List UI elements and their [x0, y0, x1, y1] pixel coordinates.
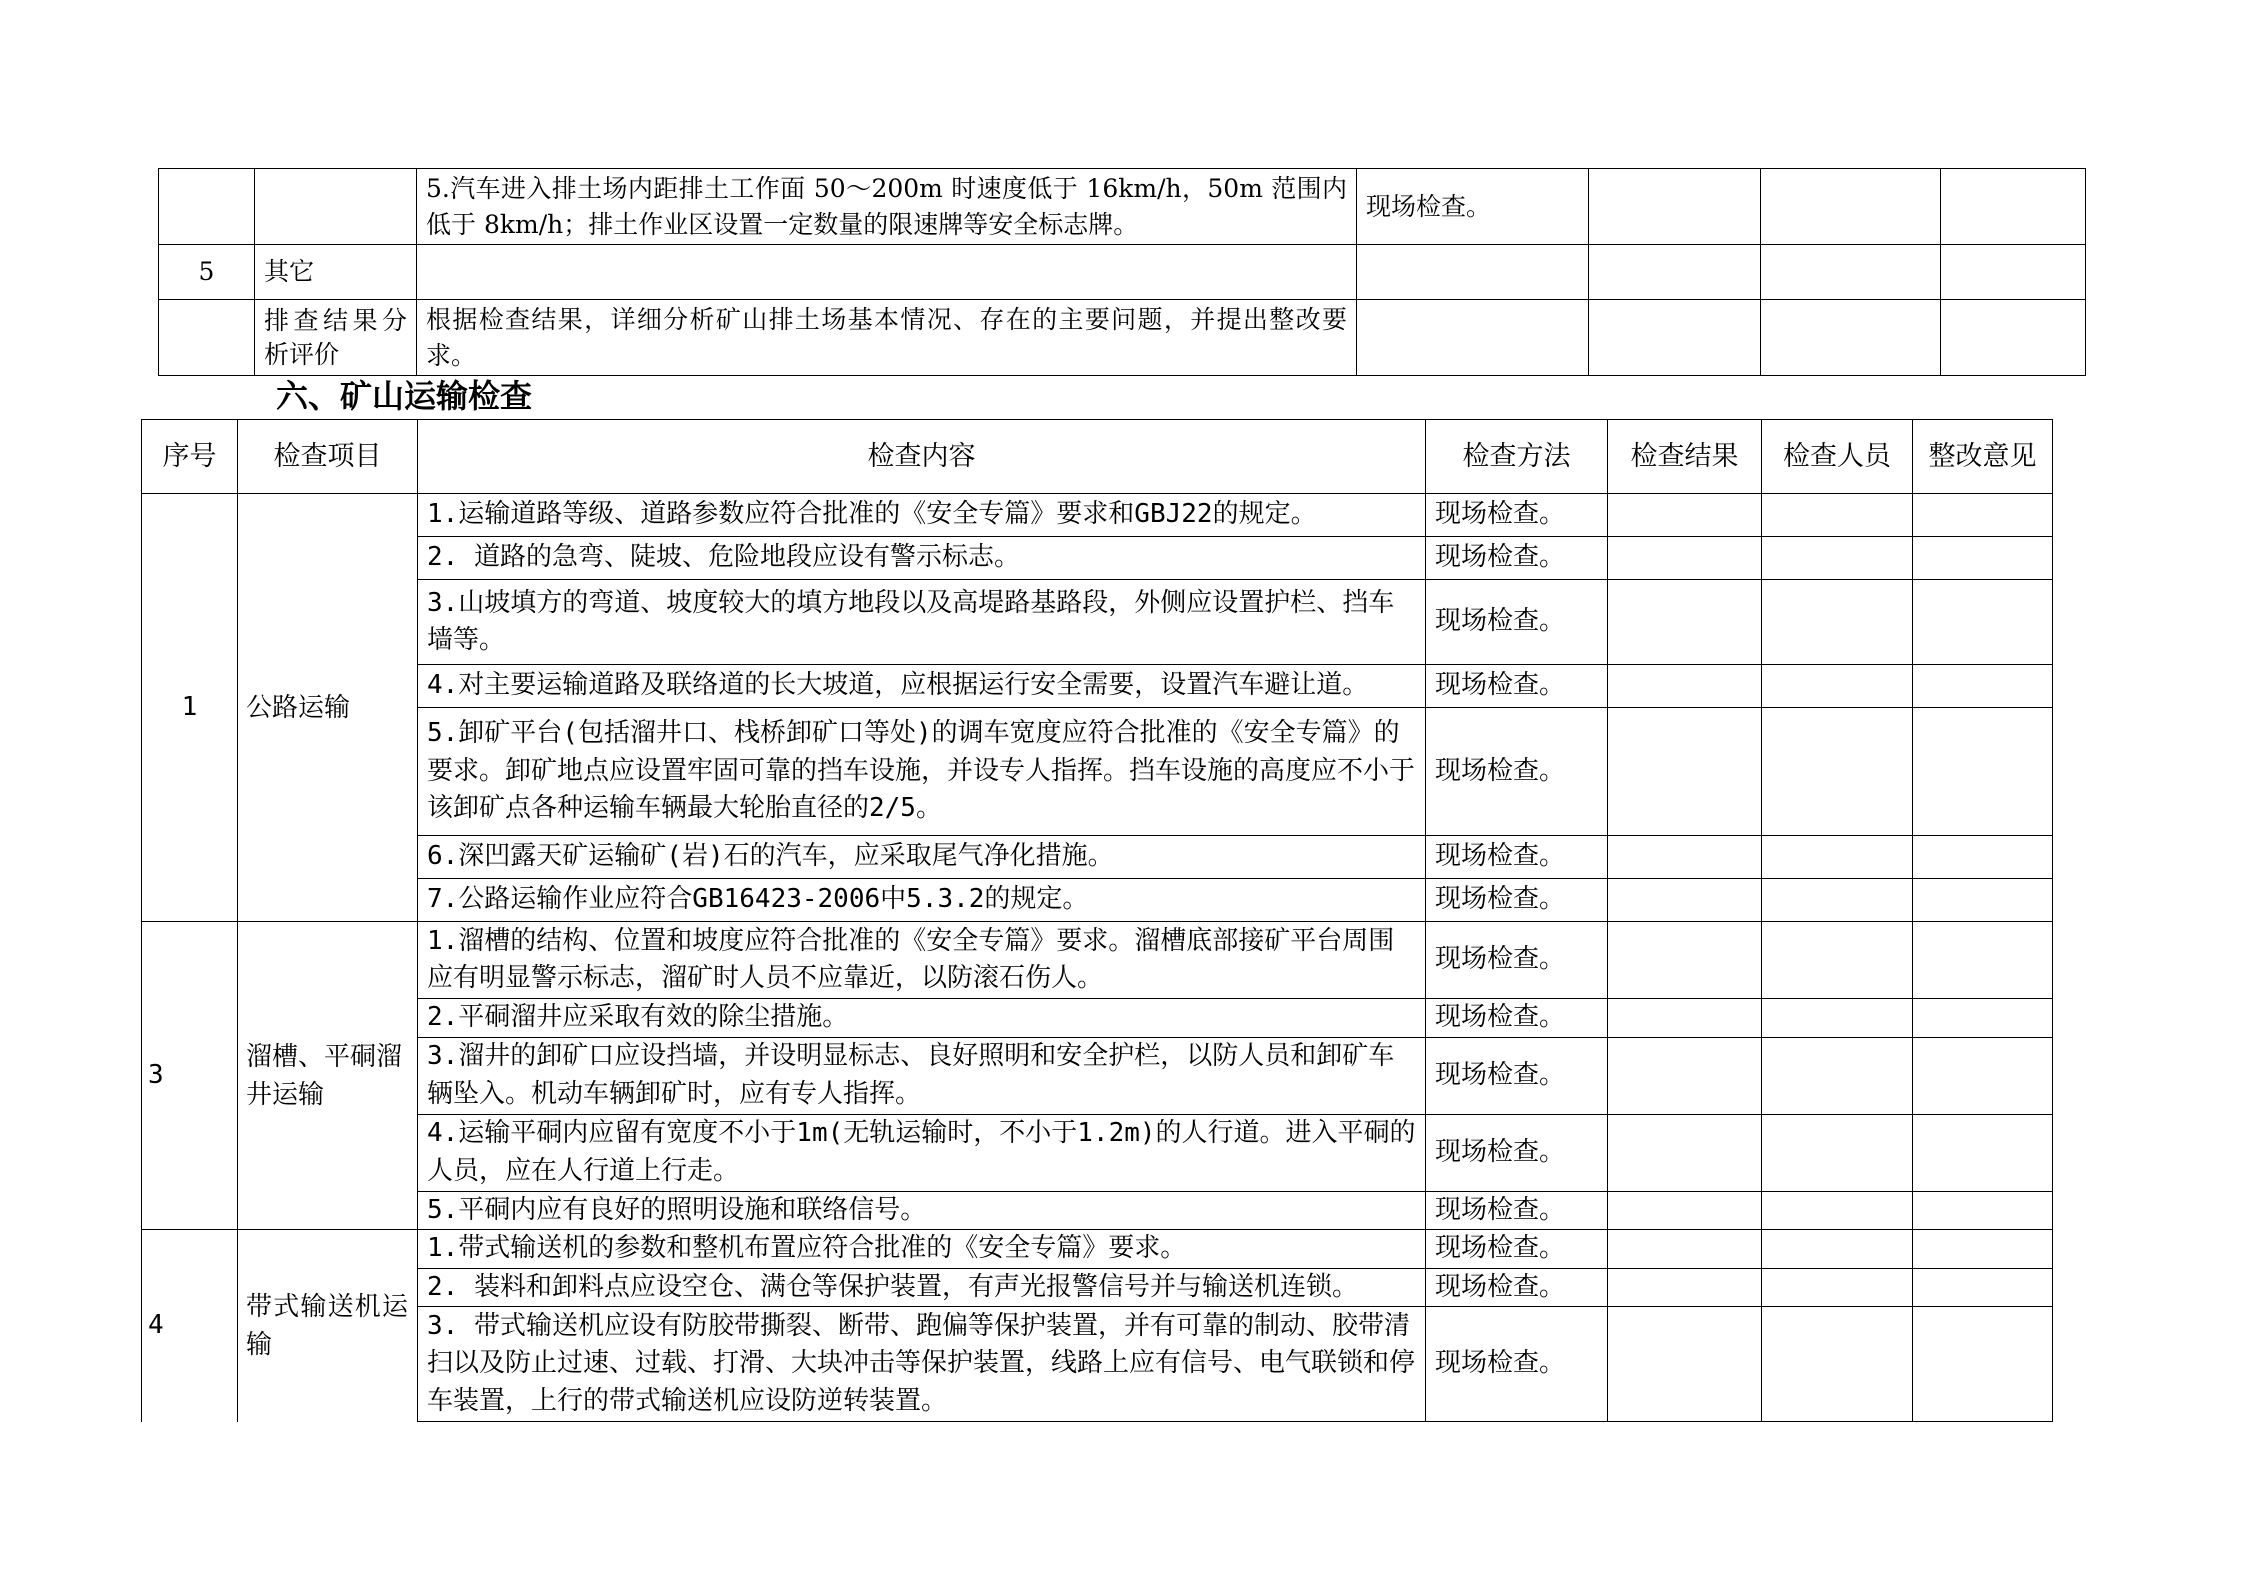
inspector-cell [1762, 580, 1913, 665]
inspector-cell [1762, 1114, 1913, 1191]
content-cell: 3.山坡填方的弯道、坡度较大的填方地段以及高堤路基路段，外侧应设置护栏、挡车墙等。 [418, 580, 1426, 665]
table-row [159, 169, 2086, 245]
inspector-cell [1762, 1230, 1913, 1269]
content-cell: 1.溜槽的结构、位置和坡度应符合批准的《安全专篇》要求。溜槽底部接矿平台周围应有明显警示标志，溜矿时人员不应靠近，以防滚石伤人。 [418, 922, 1426, 999]
content-cell: 6.深凹露天矿运输矿(岩)石的汽车，应采取尾气净化措施。 [418, 836, 1426, 879]
opinion-cell [1913, 879, 2053, 922]
method-cell: 现场检查。 [1426, 1114, 1608, 1191]
result-cell [1589, 169, 1761, 245]
waste-dump-check-table-continued [158, 168, 2086, 376]
content-cell: 5.汽车进入排土场内距排土工作面 50～200m 时速度低于 16km/h，50m 范围内低于 8km/h；排土作业区设置一定数量的限速牌等安全标志牌。 [417, 169, 1357, 245]
table-row [142, 665, 2053, 708]
result-cell [1608, 580, 1762, 665]
content-cell: 3. 带式输送机应设有防胶带撕裂、断带、跑偏等保护装置，并有可靠的制动、胶带清扫以及防止过速、过载、打滑、大块冲击等保护装置，线路上应有信号、电气联锁和停车装置，上行的带式输送机应设防逆转装置。 [418, 1307, 1426, 1422]
inspector-cell [1761, 300, 1941, 376]
section-title: 六、矿山运输检查 [276, 377, 533, 415]
table-row [142, 1114, 2053, 1191]
header-inspector: 检查人员 [1762, 420, 1913, 494]
opinion-cell [1913, 1230, 2053, 1269]
inspector-cell [1762, 1037, 1913, 1114]
method-cell: 现场检查。 [1426, 494, 1608, 537]
inspector-cell [1762, 1268, 1913, 1307]
content-cell [417, 245, 1357, 300]
inspector-cell [1762, 836, 1913, 879]
result-cell [1608, 999, 1762, 1038]
table-row [142, 708, 2053, 836]
inspector-cell [1762, 879, 1913, 922]
opinion-cell [1913, 494, 2053, 537]
result-cell [1608, 1268, 1762, 1307]
header-opinion: 整改意见 [1913, 420, 2053, 494]
opinion-cell [1913, 537, 2053, 580]
table-row [142, 836, 2053, 879]
table-row [142, 999, 2053, 1038]
method-cell: 现场检查。 [1426, 1230, 1608, 1269]
inspector-cell [1761, 169, 1941, 245]
group-seq-cell: 1 [142, 494, 238, 922]
result-cell [1608, 1114, 1762, 1191]
group-item-cell: 带式输送机运输 [238, 1230, 418, 1422]
mine-transport-check-table [141, 419, 2053, 1422]
opinion-cell [1913, 708, 2053, 836]
seq-cell [159, 300, 255, 376]
header-result: 检查结果 [1608, 420, 1762, 494]
item-cell: 排查结果分析评价 [255, 300, 417, 376]
opinion-cell [1913, 1191, 2053, 1230]
result-cell [1589, 245, 1761, 300]
group-item-cell: 溜槽、平硐溜井运输 [238, 922, 418, 1230]
item-cell [255, 169, 417, 245]
result-cell [1608, 922, 1762, 999]
result-cell [1608, 1037, 1762, 1114]
result-cell [1608, 494, 1762, 537]
table-row [142, 1268, 2053, 1307]
result-cell [1608, 537, 1762, 580]
opinion-cell [1913, 836, 2053, 879]
group-seq-cell: 3 [142, 922, 238, 1230]
table-row [142, 1230, 2053, 1269]
opinion-cell [1913, 922, 2053, 999]
method-cell [1357, 300, 1589, 376]
opinion-cell [1913, 580, 2053, 665]
group-item-cell: 公路运输 [238, 494, 418, 922]
content-cell: 根据检查结果，详细分析矿山排土场基本情况、存在的主要问题，并提出整改要求。 [417, 300, 1357, 376]
method-cell: 现场检查。 [1426, 922, 1608, 999]
header-seq: 序号 [142, 420, 238, 494]
content-cell: 7.公路运输作业应符合GB16423-2006中5.3.2的规定。 [418, 879, 1426, 922]
content-cell: 1.运输道路等级、道路参数应符合批准的《安全专篇》要求和GBJ22的规定。 [418, 494, 1426, 537]
content-cell: 4.运输平硐内应留有宽度不小于1m(无轨运输时，不小于1.2m)的人行道。进入平硐的人员，应在人行道上行走。 [418, 1114, 1426, 1191]
inspector-cell [1762, 1307, 1913, 1422]
method-cell: 现场检查。 [1426, 999, 1608, 1038]
inspector-cell [1762, 922, 1913, 999]
content-cell: 5.卸矿平台(包括溜井口、栈桥卸矿口等处)的调车宽度应符合批准的《安全专篇》的要求。卸矿地点应设置牢固可靠的挡车设施，并设专人指挥。挡车设施的高度应不小于该卸矿点各种运输车辆最大轮胎直径的2/5。 [418, 708, 1426, 836]
method-cell: 现场检查。 [1426, 836, 1608, 879]
method-cell: 现场检查。 [1426, 879, 1608, 922]
table-row [142, 1307, 2053, 1422]
method-cell: 现场检查。 [1426, 1307, 1608, 1422]
result-cell [1608, 1191, 1762, 1230]
method-cell: 现场检查。 [1426, 1191, 1608, 1230]
inspector-cell [1762, 537, 1913, 580]
opinion-cell [1913, 665, 2053, 708]
result-cell [1608, 708, 1762, 836]
header-item: 检查项目 [238, 420, 418, 494]
header-content: 检查内容 [418, 420, 1426, 494]
seq-cell [159, 169, 255, 245]
opinion-cell [1913, 1307, 2053, 1422]
content-cell: 5.平硐内应有良好的照明设施和联络信号。 [418, 1191, 1426, 1230]
inspector-cell [1762, 1191, 1913, 1230]
opinion-cell [1941, 245, 2086, 300]
inspector-cell [1762, 708, 1913, 836]
content-cell: 2. 装料和卸料点应设空仓、满仓等保护装置，有声光报警信号并与输送机连锁。 [418, 1268, 1426, 1307]
method-cell: 现场检查。 [1357, 169, 1589, 245]
table-row [159, 300, 2086, 376]
table-row [142, 494, 2053, 537]
opinion-cell [1913, 999, 2053, 1038]
method-cell [1357, 245, 1589, 300]
content-cell: 2.平硐溜井应采取有效的除尘措施。 [418, 999, 1426, 1038]
opinion-cell [1941, 169, 2086, 245]
content-cell: 4.对主要运输道路及联络道的长大坡道，应根据运行安全需要，设置汽车避让道。 [418, 665, 1426, 708]
inspector-cell [1762, 999, 1913, 1038]
header-method: 检查方法 [1426, 420, 1608, 494]
method-cell: 现场检查。 [1426, 537, 1608, 580]
table-row [142, 879, 2053, 922]
table-row [142, 580, 2053, 665]
opinion-cell [1941, 300, 2086, 376]
method-cell: 现场检查。 [1426, 580, 1608, 665]
opinion-cell [1913, 1114, 2053, 1191]
result-cell [1608, 1307, 1762, 1422]
inspector-cell [1761, 245, 1941, 300]
method-cell: 现场检查。 [1426, 665, 1608, 708]
table-row [142, 1191, 2053, 1230]
opinion-cell [1913, 1268, 2053, 1307]
method-cell: 现场检查。 [1426, 708, 1608, 836]
table-row [142, 922, 2053, 999]
result-cell [1589, 300, 1761, 376]
group-seq-cell: 4 [142, 1230, 238, 1422]
inspector-cell [1762, 665, 1913, 708]
opinion-cell [1913, 1037, 2053, 1114]
content-cell: 3.溜井的卸矿口应设挡墙，并设明显标志、良好照明和安全护栏，以防人员和卸矿车辆坠入。机动车辆卸矿时，应有专人指挥。 [418, 1037, 1426, 1114]
seq-cell: 5 [159, 245, 255, 300]
result-cell [1608, 836, 1762, 879]
method-cell: 现场检查。 [1426, 1268, 1608, 1307]
content-cell: 1.带式输送机的参数和整机布置应符合批准的《安全专篇》要求。 [418, 1230, 1426, 1269]
table-header-row [142, 420, 2053, 494]
result-cell [1608, 1230, 1762, 1269]
result-cell [1608, 665, 1762, 708]
result-cell [1608, 879, 1762, 922]
table-row [142, 1037, 2053, 1114]
table-row [159, 245, 2086, 300]
content-cell: 2. 道路的急弯、陡坡、危险地段应设有警示标志。 [418, 537, 1426, 580]
method-cell: 现场检查。 [1426, 1037, 1608, 1114]
table-row [142, 537, 2053, 580]
inspector-cell [1762, 494, 1913, 537]
item-cell: 其它 [255, 245, 417, 300]
